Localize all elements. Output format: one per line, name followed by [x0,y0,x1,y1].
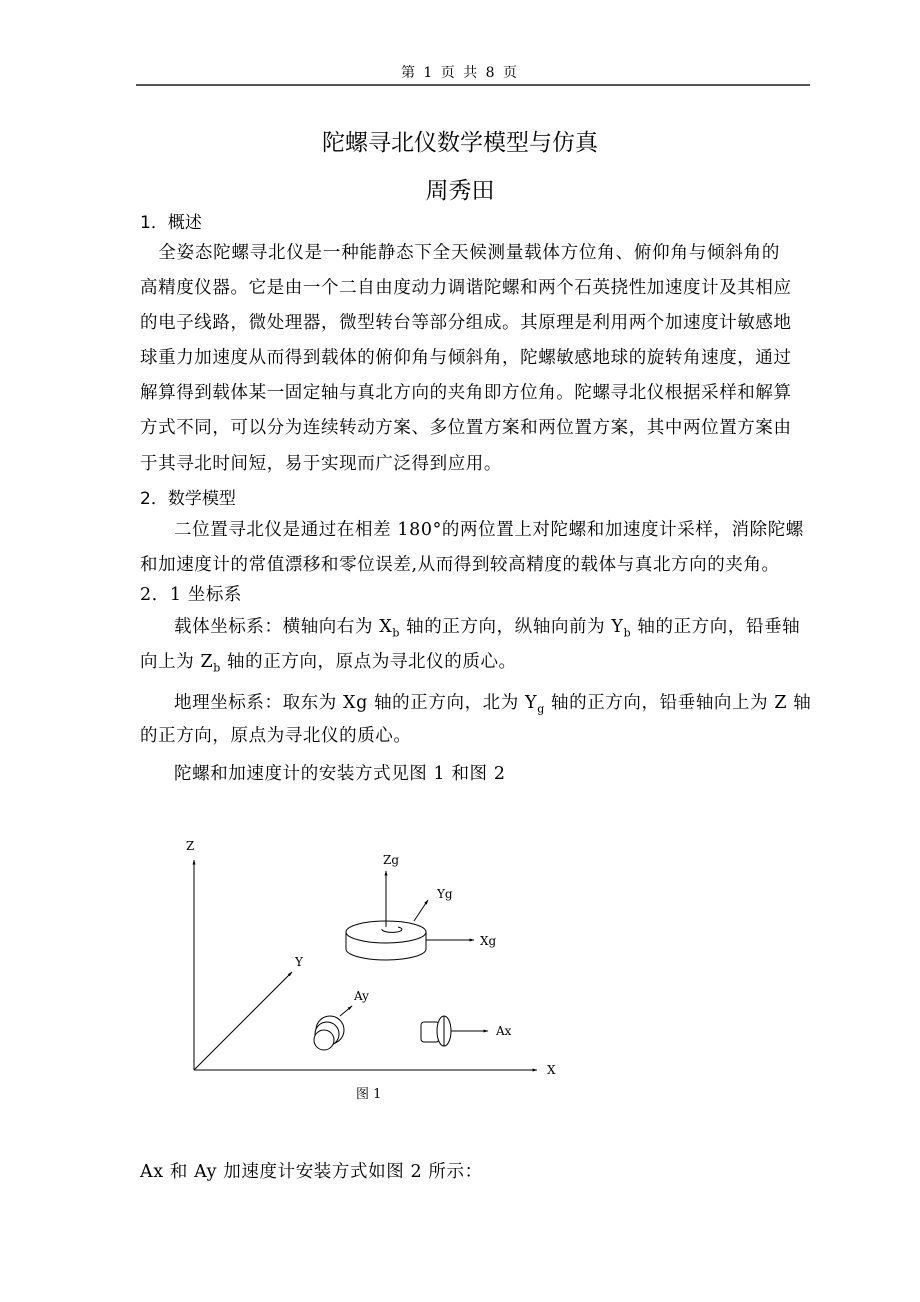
paragraph-line: 解算得到载体某一固定轴与真北方向的夹角即方位角。陀螺寻北仪根据采样和解算 [140,383,792,403]
x-axis-label: X [547,1063,556,1077]
paragraph-line: 的电子线路，微处理器，微型转台等部分组成。其原理是利用两个加速度计敏感地 [140,313,792,333]
section-heading-coordinates: 2．1 坐标系 [140,585,243,605]
yg-arrow [414,900,428,921]
paragraph-line: 二位置寻北仪是通过在相差 180°的两位置上对陀螺和加速度计采样，消除陀螺 [174,520,804,540]
paragraph-line: 于其寻北时间短，易于实现而广泛得到应用。 [140,454,502,474]
document-title: 陀螺寻北仪数学模型与仿真 [322,130,598,156]
paragraph-line: 地理坐标系：取东为 Xg 轴的正方向，北为 $Y_g$ 轴的正方向，铅垂轴向上为 Z 轴 [174,693,812,716]
xg-label: Xg [480,934,497,948]
ay-arrow [340,1006,352,1016]
paragraph-line: 和加速度计的常值漂移和零位误差,从而得到较高精度的载体与真北方向的夹角。 [140,555,780,575]
ay-accelerometer [314,1016,344,1050]
yg-label: Yg [437,887,453,901]
ax-label: Ax [496,1024,512,1038]
paragraph-line: 全姿态陀螺寻北仪是一种能静态下全天候测量载体方位角、俯仰角与倾斜角的 [140,243,780,263]
paragraph-line: Ax 和 Ay 加速度计安装方式如图 2 所示： [140,1162,483,1182]
y-axis [194,972,292,1070]
section-heading-model: 2．数学模型 [140,489,236,509]
paragraph-line: 向上为 $Z_b$ 轴的正方向，原点为寻北仪的质心。 [140,652,517,675]
z-axis-label: Z [186,839,195,853]
section-heading-overview: 1．概述 [140,213,202,233]
ay-label: Ay [354,989,369,1003]
paragraph-line: 球重力加速度从而得到载体的俯仰角与倾斜角，陀螺敏感地球的旋转角速度，通过 [140,348,792,368]
paragraph-line: 陀螺和加速度计的安装方式见图 1 和图 2 [174,764,506,784]
page-indicator: 第 1 页 共 8 页 [400,65,520,81]
paragraph-line: 方式不同，可以分为连续转动方案、多位置方案和两位置方案，其中两位置方案由 [140,418,792,438]
author: 周秀田 [425,178,495,204]
paragraph-line: 高精度仪器。它是由一个二自由度动力调谐陀螺和两个石英挠性加速度计及其相应 [140,278,792,298]
zg-label: Zg [383,853,400,867]
ax-accelerometer [421,1016,451,1046]
y-axis-label: Y [295,955,303,969]
figure-caption: 图 1 [356,1087,382,1102]
paragraph-line: 的正方向，原点为寻北仪的质心。 [140,726,412,746]
paragraph-line: 载体坐标系：横轴向右为 $X_b$ 轴的正方向，纵轴向前为 $Y_b$ 轴的正方向，铅垂轴 [174,617,801,640]
